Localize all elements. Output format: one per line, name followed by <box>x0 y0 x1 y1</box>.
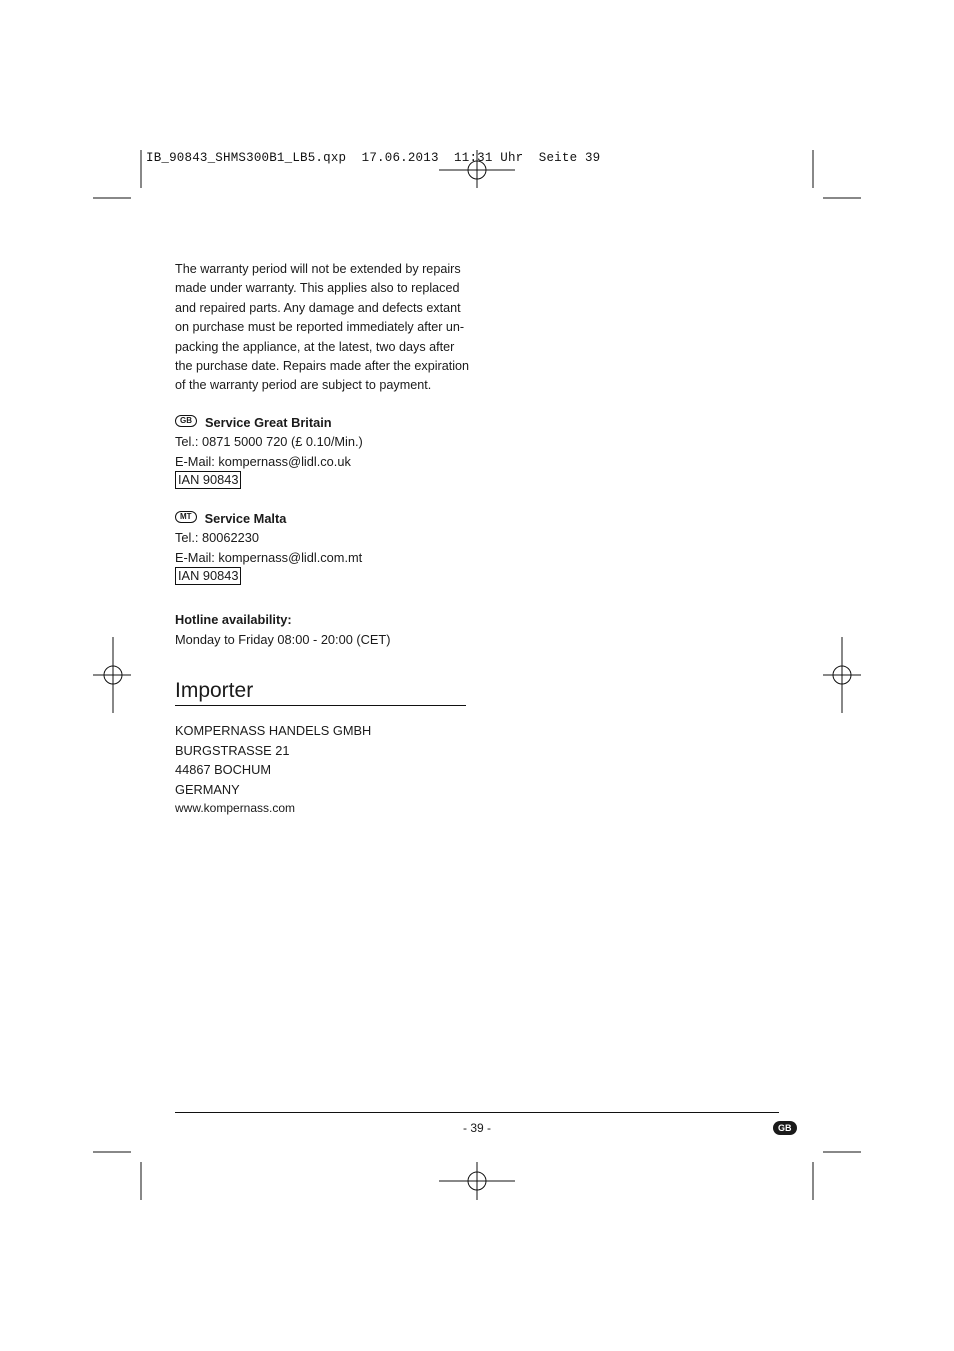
warranty-line: and repaired parts. Any damage and defects extant <box>175 300 461 315</box>
service-mt-tel: Tel.: 80062230 <box>175 530 259 545</box>
warranty-line: The warranty period will not be extended by repairs <box>175 262 461 276</box>
warranty-line: of the warranty period are subject to payment. <box>175 378 432 393</box>
hotline-block <box>175 610 470 649</box>
importer-website: www.kompernass.com <box>175 801 296 815</box>
service-gb-tel: Tel.: 0871 5000 720 (£ 0.10/Min.) <box>175 434 363 449</box>
warranty-line: made under warranty. This applies also to replaced <box>175 281 460 296</box>
page-number: - 39 - <box>462 1121 491 1135</box>
footer-rule <box>175 1112 779 1113</box>
warranty-line: on purchase must be reported immediately after un- <box>175 320 465 335</box>
importer-country: GERMANY <box>175 781 240 797</box>
service-gb-ian: IAN 90843 <box>175 471 241 489</box>
hotline-hours: Monday to Friday 08:00 - 20:00 (CET) <box>175 631 391 647</box>
hotline-title: Hotline availability: <box>175 612 292 627</box>
importer-street: BURGSTRASSE 21 <box>175 742 290 758</box>
mt-country-badge: MT <box>175 511 197 523</box>
footer-language-badge: GB <box>773 1121 797 1135</box>
service-gb-title: Service Great Britain <box>205 415 332 430</box>
print-slug-line: IB_90843_SHMS300B1_LB5.qxp 17.06.2013 11:31 Uhr Seite 39 <box>146 151 601 165</box>
service-gb-block <box>175 413 470 489</box>
importer-company: KOMPERNASS HANDELS GMBH <box>175 723 372 738</box>
importer-city: 44867 BOCHUM <box>175 762 272 777</box>
service-gb-email: E-Mail: kompernass@lidl.co.uk <box>175 453 351 469</box>
warranty-line: the purchase date. Repairs made after the expiration <box>175 359 470 374</box>
service-mt-ian: IAN 90843 <box>175 567 241 585</box>
service-mt-title: Service Malta <box>204 511 287 526</box>
service-mt-email: E-Mail: kompernass@lidl.com.mt <box>175 549 363 565</box>
warranty-line: packing the appliance, at the latest, two days after <box>175 339 455 354</box>
importer-heading: Importer <box>175 677 466 706</box>
service-mt-block <box>175 509 470 585</box>
importer-address <box>175 721 470 819</box>
gb-country-badge: GB <box>175 415 197 427</box>
warranty-paragraph <box>175 260 470 396</box>
